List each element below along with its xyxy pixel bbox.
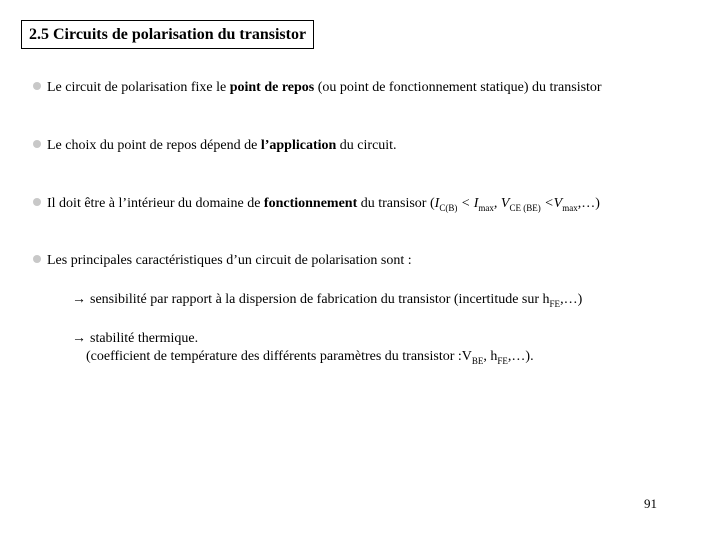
bullet-3-imax: < I	[457, 196, 479, 211]
bullet-3-vmax-sub: max	[562, 202, 578, 213]
bullet-3-ic-sub: C(B)	[439, 202, 458, 213]
bullet-dot-icon	[33, 82, 41, 90]
sub-item-2-text: stabilité thermique.	[90, 331, 199, 346]
sub-item-1-sub: FE	[549, 298, 561, 309]
sub-item-2-hfe-sub: FE	[497, 355, 508, 366]
bullet-3-vmax: <V	[540, 196, 563, 211]
bullet-dot-icon	[33, 140, 41, 148]
bullet-dot-icon	[33, 198, 41, 206]
sub-item-2	[72, 329, 198, 348]
bullet-4-text: Les principales caractéristiques d’un circuit de polarisation sont :	[47, 253, 412, 268]
bullet-3-bold: fonctionnement	[263, 196, 358, 211]
bullet-2-text: Le choix du point de repos dépend de	[47, 138, 261, 153]
bullet-3-vce-sub: CE (BE)	[509, 202, 541, 213]
sub-item-2-line2-text: (coefficient de température des différents paramètres du transistor :V	[86, 349, 472, 364]
bullet-item-3	[33, 195, 600, 217]
bullet-dot-icon	[33, 255, 41, 263]
page-number: 91	[644, 496, 657, 511]
sub-item-1	[72, 290, 582, 314]
bullet-2-post: du circuit.	[336, 138, 397, 153]
bullet-2-bold: l’application	[260, 138, 337, 153]
sub-item-1-text: sensibilité par rapport à la dispersion de fabrication du transistor (incertitude sur h	[90, 292, 550, 307]
sub-item-2-vbe-sub: BE	[471, 355, 484, 366]
right-arrow-icon: →	[72, 331, 86, 346]
bullet-3-post: du transisor (	[357, 196, 435, 211]
bullet-3-ic: I	[434, 196, 440, 211]
bullet-3-text: Il doit être à l’intérieur du domaine de	[47, 196, 264, 211]
bullet-item-1	[33, 79, 602, 97]
bullet-1-post: (ou point de fonctionnement statique) du transistor	[314, 80, 602, 95]
bullet-3-vce: , V	[493, 196, 510, 211]
sub-item-2-line2	[86, 347, 534, 371]
bullet-1-text: Le circuit de polarisation fixe le	[47, 80, 230, 95]
bullet-3-imax-sub: max	[478, 202, 494, 213]
bullet-1-bold: point de repos	[229, 80, 315, 95]
sub-item-2-post: ,…).	[507, 349, 534, 364]
slide-title: 2.5 Circuits de polarisation du transistor	[21, 20, 314, 49]
bullet-item-2	[33, 137, 397, 155]
bullet-item-4	[33, 252, 412, 270]
sub-item-1-post: ,…)	[560, 292, 583, 307]
right-arrow-icon: →	[72, 292, 86, 307]
bullet-3-end: ,…)	[577, 196, 600, 211]
sub-item-2-mid: , h	[483, 349, 498, 364]
